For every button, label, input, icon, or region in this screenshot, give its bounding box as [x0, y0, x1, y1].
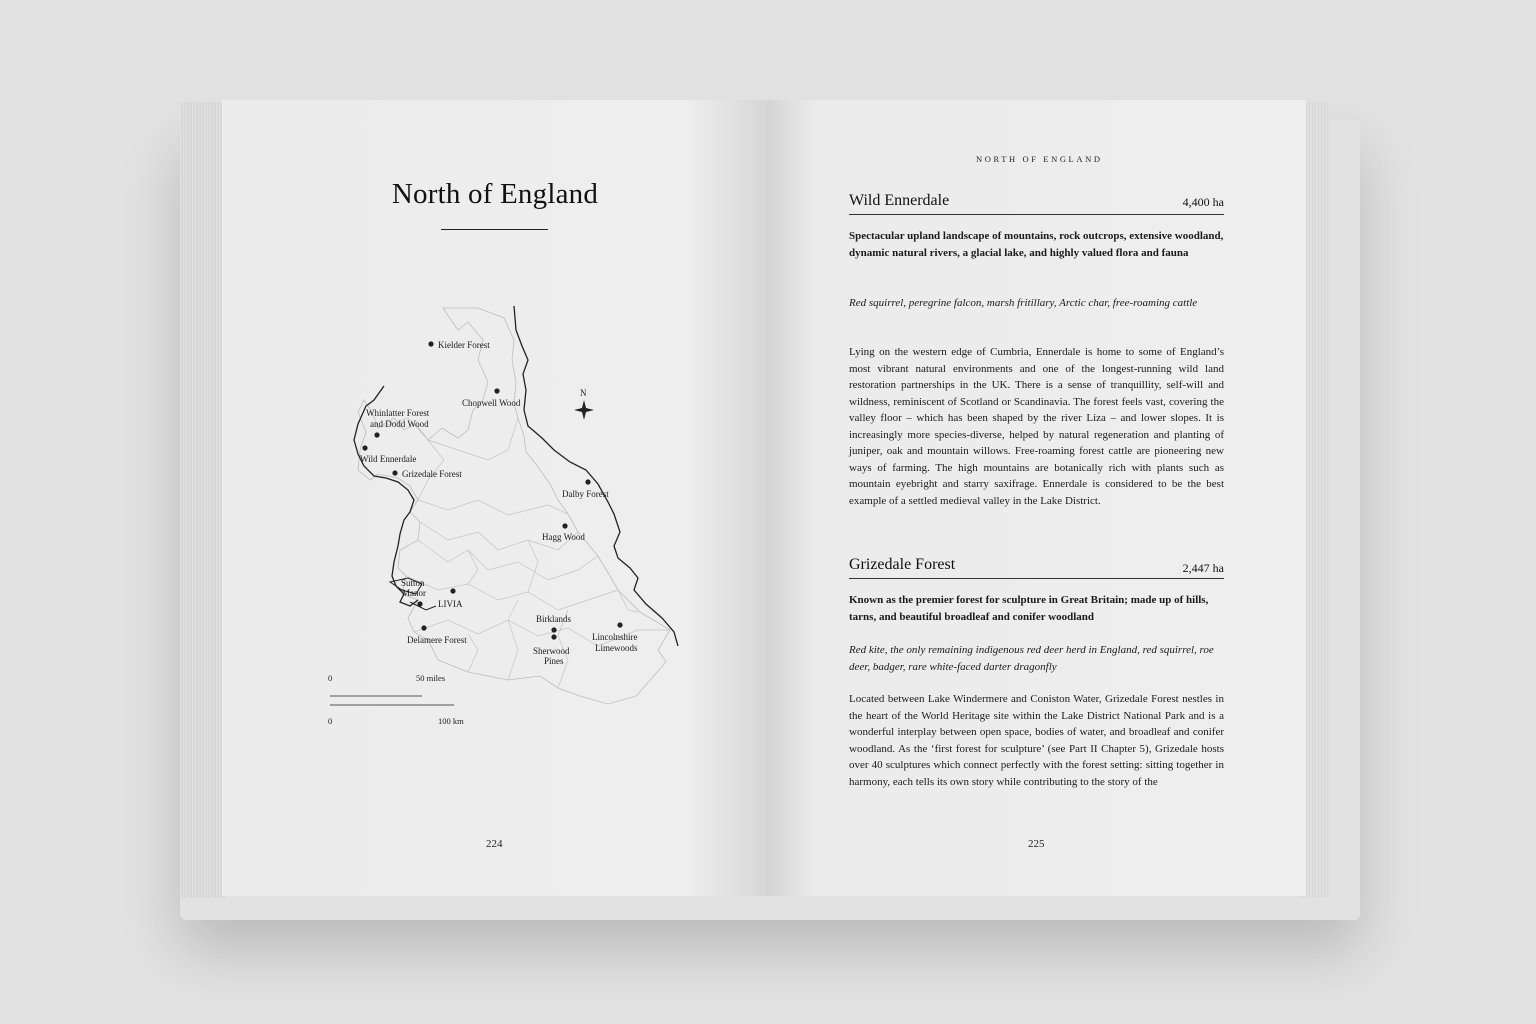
entry-title: Wild Ennerdale: [849, 192, 950, 209]
label-ennerdale: Wild Ennerdale: [360, 454, 417, 464]
label-dodd: and Dodd Wood: [370, 419, 429, 429]
marker-lincolnshire: [617, 622, 622, 627]
marker-ennerdale: [362, 445, 367, 450]
place-labels: [360, 340, 638, 666]
label-sutton: Sutton: [401, 578, 425, 588]
marker-birklands: [551, 627, 556, 632]
right-page-number: 225: [1028, 838, 1045, 850]
marker-hagg: [562, 523, 567, 528]
label-chopwell: Chopwell Wood: [462, 398, 521, 408]
label-hagg: Hagg Wood: [542, 532, 585, 542]
marker-whinlatter: [374, 432, 379, 437]
entry-area: 2,447 ha: [1182, 561, 1224, 575]
label-dalby: Dalby Forest: [562, 489, 609, 499]
label-sherwood: Sherwood: [533, 646, 570, 656]
scale-zero-km: 0: [328, 716, 333, 726]
marker-kielder: [428, 341, 433, 346]
entry-rule: [849, 214, 1224, 215]
label-livia: LIVIA: [438, 599, 463, 609]
entry-body: Lying on the western edge of Cumbria, Ennerdale is home to some of England’s most vibrant natural environments and one of the longest-running wild land restoration partnerships in the UK. There is a sense of tranquillity, self-will and wildness, reminiscent of Scotland or Scandinavia. The forest feels vast, covering the valley floor – which has been shaped by the river Liza – and lower slopes. It is increasingly more species-diverse, helped by natural regeneration and planting of juniper, oak and mountain willows. Free-roaming forest cattle are pioneering new ways of farming. The high mountains are botanically rich with plants such as mountain eyebright and starry saxifrage. Ennerdale is considered to be the best example of a settled medieval valley in the Lake District.: [849, 346, 1224, 507]
label-manor: Manor: [402, 588, 426, 598]
label-lincolnshire: Lincolnshire: [592, 632, 638, 642]
region-map: [318, 300, 698, 740]
left-page-number: 224: [486, 838, 503, 850]
marker-grizedale: [392, 470, 397, 475]
label-birklands: Birklands: [536, 614, 571, 624]
entry-rule: [849, 578, 1224, 579]
entry-body: Located between Lake Windermere and Coniston Water, Grizedale Forest nestles in the heart of the World Heritage site within the Lake District National Park and is a wonderful interplay between open space, bodies of water, and broadleaf and conifer woodland. As the ‘first forest for sculpture’ (see Part II Chapter 5), Grizedale hosts over 40 sculptures which connect perfectly with the forest setting: sitting together in harmony, each tells its own story while contributing to the story of the: [849, 693, 1224, 788]
scale-bar: [328, 673, 464, 726]
coastline-east: [514, 306, 678, 646]
marker-sherwood: [551, 634, 556, 639]
compass-icon: [574, 400, 594, 420]
entry-summary: Spectacular upland landscape of mountains, rock outcrops, extensive woodland, dynamic natural rivers, a glacial lake, and highly valued flora and fauna: [849, 230, 1224, 259]
marker-delamere: [421, 625, 426, 630]
marker-livia: [450, 588, 455, 593]
label-grizedale: Grizedale Forest: [402, 469, 462, 479]
scale-miles-label: 50 miles: [416, 673, 446, 683]
label-delamere: Delamere Forest: [407, 635, 467, 645]
page-edges-left: [180, 102, 226, 898]
label-pines: Pines: [544, 656, 564, 666]
scale-km-label: 100 km: [438, 716, 464, 726]
entry-title: Grizedale Forest: [849, 556, 956, 573]
entry-summary: Known as the premier forest for sculpture in Great Britain; made up of hills, tarns, and beautiful broadleaf and conifer woodland: [849, 594, 1209, 623]
marker-sutton: [417, 601, 422, 606]
compass-label: N: [580, 388, 587, 398]
title-rule: [441, 229, 548, 230]
running-head: NORTH OF ENGLAND: [976, 154, 1103, 164]
chapter-title: North of England: [391, 178, 599, 210]
label-limewoods: Limewoods: [595, 643, 638, 653]
entry-area: 4,400 ha: [1182, 195, 1224, 209]
label-whinlatter: Whinlatter Forest: [366, 408, 430, 418]
marker-chopwell: [494, 388, 499, 393]
entry-species: Red squirrel, peregrine falcon, marsh fritillary, Arctic char, free-roaming cattle: [849, 297, 1198, 309]
marker-dalby: [585, 479, 590, 484]
label-kielder: Kielder Forest: [438, 340, 490, 350]
entry-species: Red kite, the only remaining indigenous red deer herd in England, red squirrel, roe deer, badger, rare white-faced darter dragonfly: [849, 644, 1214, 673]
scale-zero-miles: 0: [328, 673, 333, 683]
